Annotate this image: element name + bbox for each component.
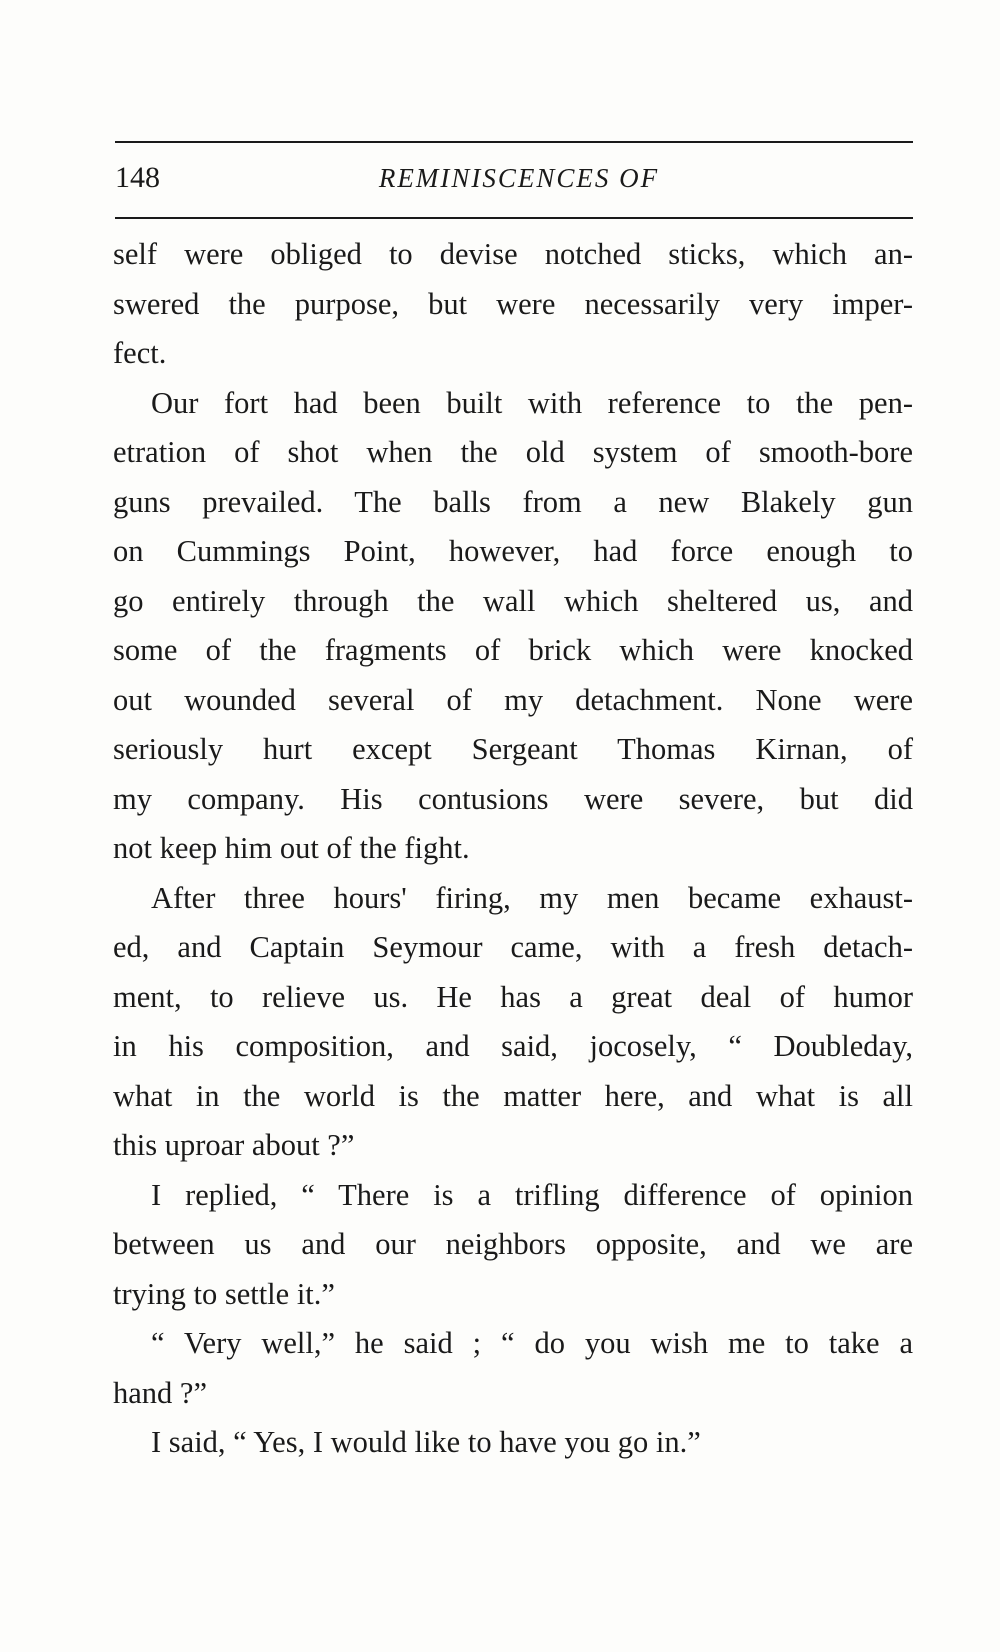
- paragraph: [113, 1319, 913, 1418]
- text-line: some of the fragments of brick which were knocked: [113, 633, 913, 667]
- text-line: self were obliged to devise notched sticks, which an-: [113, 237, 913, 271]
- paragraph: [113, 379, 913, 874]
- text-line: swered the purpose, but were necessarily very imper-: [113, 286, 913, 321]
- text-line: between us and our neighbors opposite, and we are: [113, 1227, 913, 1261]
- paragraph: [113, 1171, 913, 1320]
- running-title: REMINISCENCES OF: [378, 163, 660, 193]
- text-line: hand ?”: [113, 1375, 207, 1410]
- body-text: [113, 230, 913, 1468]
- text-line: I replied, “ There is a trifling difference of opinion: [151, 1177, 913, 1212]
- text-line: guns prevailed. The balls from a new Blakely gun: [113, 484, 913, 519]
- text-line: on Cummings Point, however, had force enough to: [113, 534, 913, 568]
- paragraph: [113, 230, 913, 379]
- text-line: ed, and Captain Seymour came, with a fresh detach-: [113, 930, 913, 964]
- text-line: seriously hurt except Sergeant Thomas Kirnan, of: [113, 732, 913, 766]
- text-line: I said, “ Yes, I would like to have you go in.”: [151, 1425, 701, 1459]
- text-line: Our fort had been built with reference to the pen-: [151, 385, 913, 420]
- text-line: trying to settle it.”: [113, 1276, 335, 1311]
- text-line: not keep him out of the fight.: [113, 831, 470, 865]
- text-line: my company. His contusions were severe, but did: [113, 781, 913, 816]
- text-line: ment, to relieve us. He has a great deal of humor: [113, 979, 913, 1014]
- text-line: “ Very well,” he said ; “ do you wish me to take a: [151, 1326, 913, 1360]
- paragraph: [113, 874, 913, 1171]
- text-line: what in the world is the matter here, and what is all: [113, 1078, 913, 1113]
- page-number: 148: [115, 161, 160, 194]
- text-line: go entirely through the wall which sheltered us, and: [113, 583, 913, 618]
- text-line: fect.: [113, 336, 167, 370]
- paragraph: [113, 1418, 913, 1468]
- text-line: After three hours' firing, my men became exhaust-: [151, 880, 913, 915]
- text-line: this uproar about ?”: [113, 1128, 355, 1162]
- text-line: etration of shot when the old system of smooth-bore: [113, 435, 913, 469]
- text-line: in his composition, and said, jocosely, “ Doubleday,: [113, 1029, 913, 1063]
- text-line: out wounded several of my detachment. None were: [113, 682, 913, 717]
- running-head: [115, 156, 913, 200]
- header-top-rule: [115, 141, 913, 143]
- header-bottom-rule: [115, 217, 913, 219]
